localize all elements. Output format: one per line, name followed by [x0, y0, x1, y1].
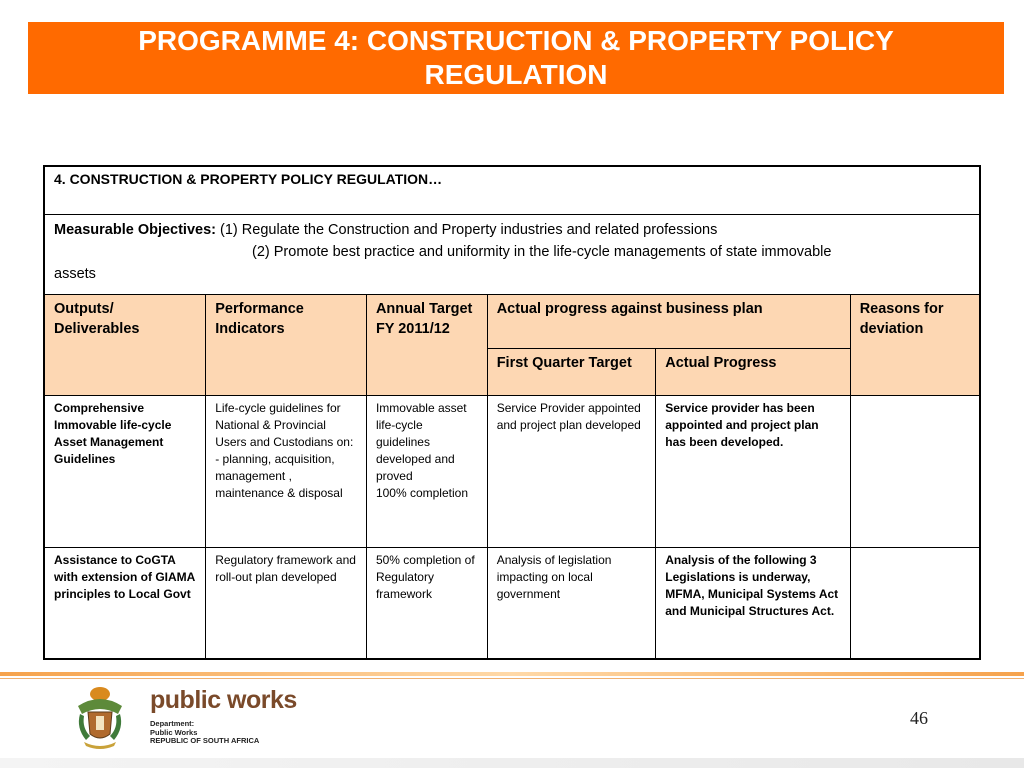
- bottom-strip: [0, 758, 1024, 768]
- programme-table: [43, 165, 981, 660]
- page-number: 46: [910, 708, 928, 728]
- footer-divider-thin: [0, 678, 1024, 679]
- measurable-objectives: [44, 214, 980, 294]
- col-header-annual-target: Annual Target FY 2011/12: [366, 294, 487, 395]
- indicator-line: - planning, acquisition, management , maintenance & disposal: [215, 451, 343, 500]
- table-row: [44, 395, 980, 547]
- brand-sub-2: Public Works: [150, 727, 198, 737]
- target-line: Immovable asset life-cycle guidelines developed and proved: [375, 400, 467, 483]
- title-line-2: REGULATION: [424, 59, 608, 90]
- col-header-reasons: Reasons for deviation: [850, 294, 980, 395]
- cell-annual-target: [366, 547, 487, 659]
- cell-indicator: [206, 395, 367, 547]
- cell-first-quarter: Analysis of legislation impacting on local government: [487, 547, 656, 659]
- cell-reason: [850, 547, 980, 659]
- coat-of-arms-icon: [70, 684, 130, 750]
- brand-sub-3: REPUBLIC OF SOUTH AFRICA: [150, 736, 260, 745]
- col-header-actual-progress-group: Actual progress against business plan: [487, 294, 850, 348]
- objective-2: (2) Promote best practice and uniformity in the life-cycle managements of state immovable: [252, 243, 832, 260]
- cell-indicator: [206, 547, 367, 659]
- cell-first-quarter: Service Provider appointed and project plan developed: [487, 395, 656, 547]
- indicator-line: Regulatory framework and roll-out plan developed: [215, 552, 356, 584]
- objectives-label: Measurable Objectives:: [54, 221, 216, 238]
- target-line: 50% completion of Regulatory framework: [375, 552, 475, 601]
- objective-1: (1) Regulate the Construction and Property industries and related professions: [216, 221, 718, 238]
- title-line-1: PROGRAMME 4: CONSTRUCTION & PROPERTY POLICY: [138, 25, 894, 56]
- table-row: [44, 547, 980, 659]
- col-header-first-quarter: First Quarter Target: [487, 348, 656, 395]
- cell-output: Assistance to CoGTA with extension of GIAMA principles to Local Govt: [44, 547, 206, 659]
- col-header-outputs: Outputs/ Deliverables: [44, 294, 206, 395]
- footer-divider: [0, 672, 1024, 676]
- cell-output: Comprehensive Immovable life-cycle Asset Management Guidelines: [44, 395, 206, 547]
- cell-reason: [850, 395, 980, 547]
- col-header-indicators: Performance Indicators: [206, 294, 367, 395]
- target-line: 100% completion: [375, 485, 468, 500]
- cell-annual-target: [366, 395, 487, 547]
- objective-2-continuation: assets: [54, 265, 96, 282]
- brand-subtitle: [150, 720, 259, 746]
- cell-actual-progress: Service provider has been appointed and project plan has been developed.: [656, 395, 850, 547]
- section-title: 4. CONSTRUCTION & PROPERTY POLICY REGULATION…: [44, 166, 980, 214]
- public-works-logo: [70, 682, 310, 752]
- indicator-line: Life-cycle guidelines for National & Provincial Users and Custodians on:: [215, 400, 354, 449]
- brand-sub-1: Department:: [150, 719, 195, 728]
- cell-actual-progress: Analysis of the following 3 Legislations is underway, MFMA, Municipal Systems Act and Municipal Structures Act.: [656, 547, 850, 659]
- col-header-actual-progress: Actual Progress: [656, 348, 850, 395]
- page-title: [28, 22, 1004, 94]
- brand-name: public works: [150, 686, 297, 714]
